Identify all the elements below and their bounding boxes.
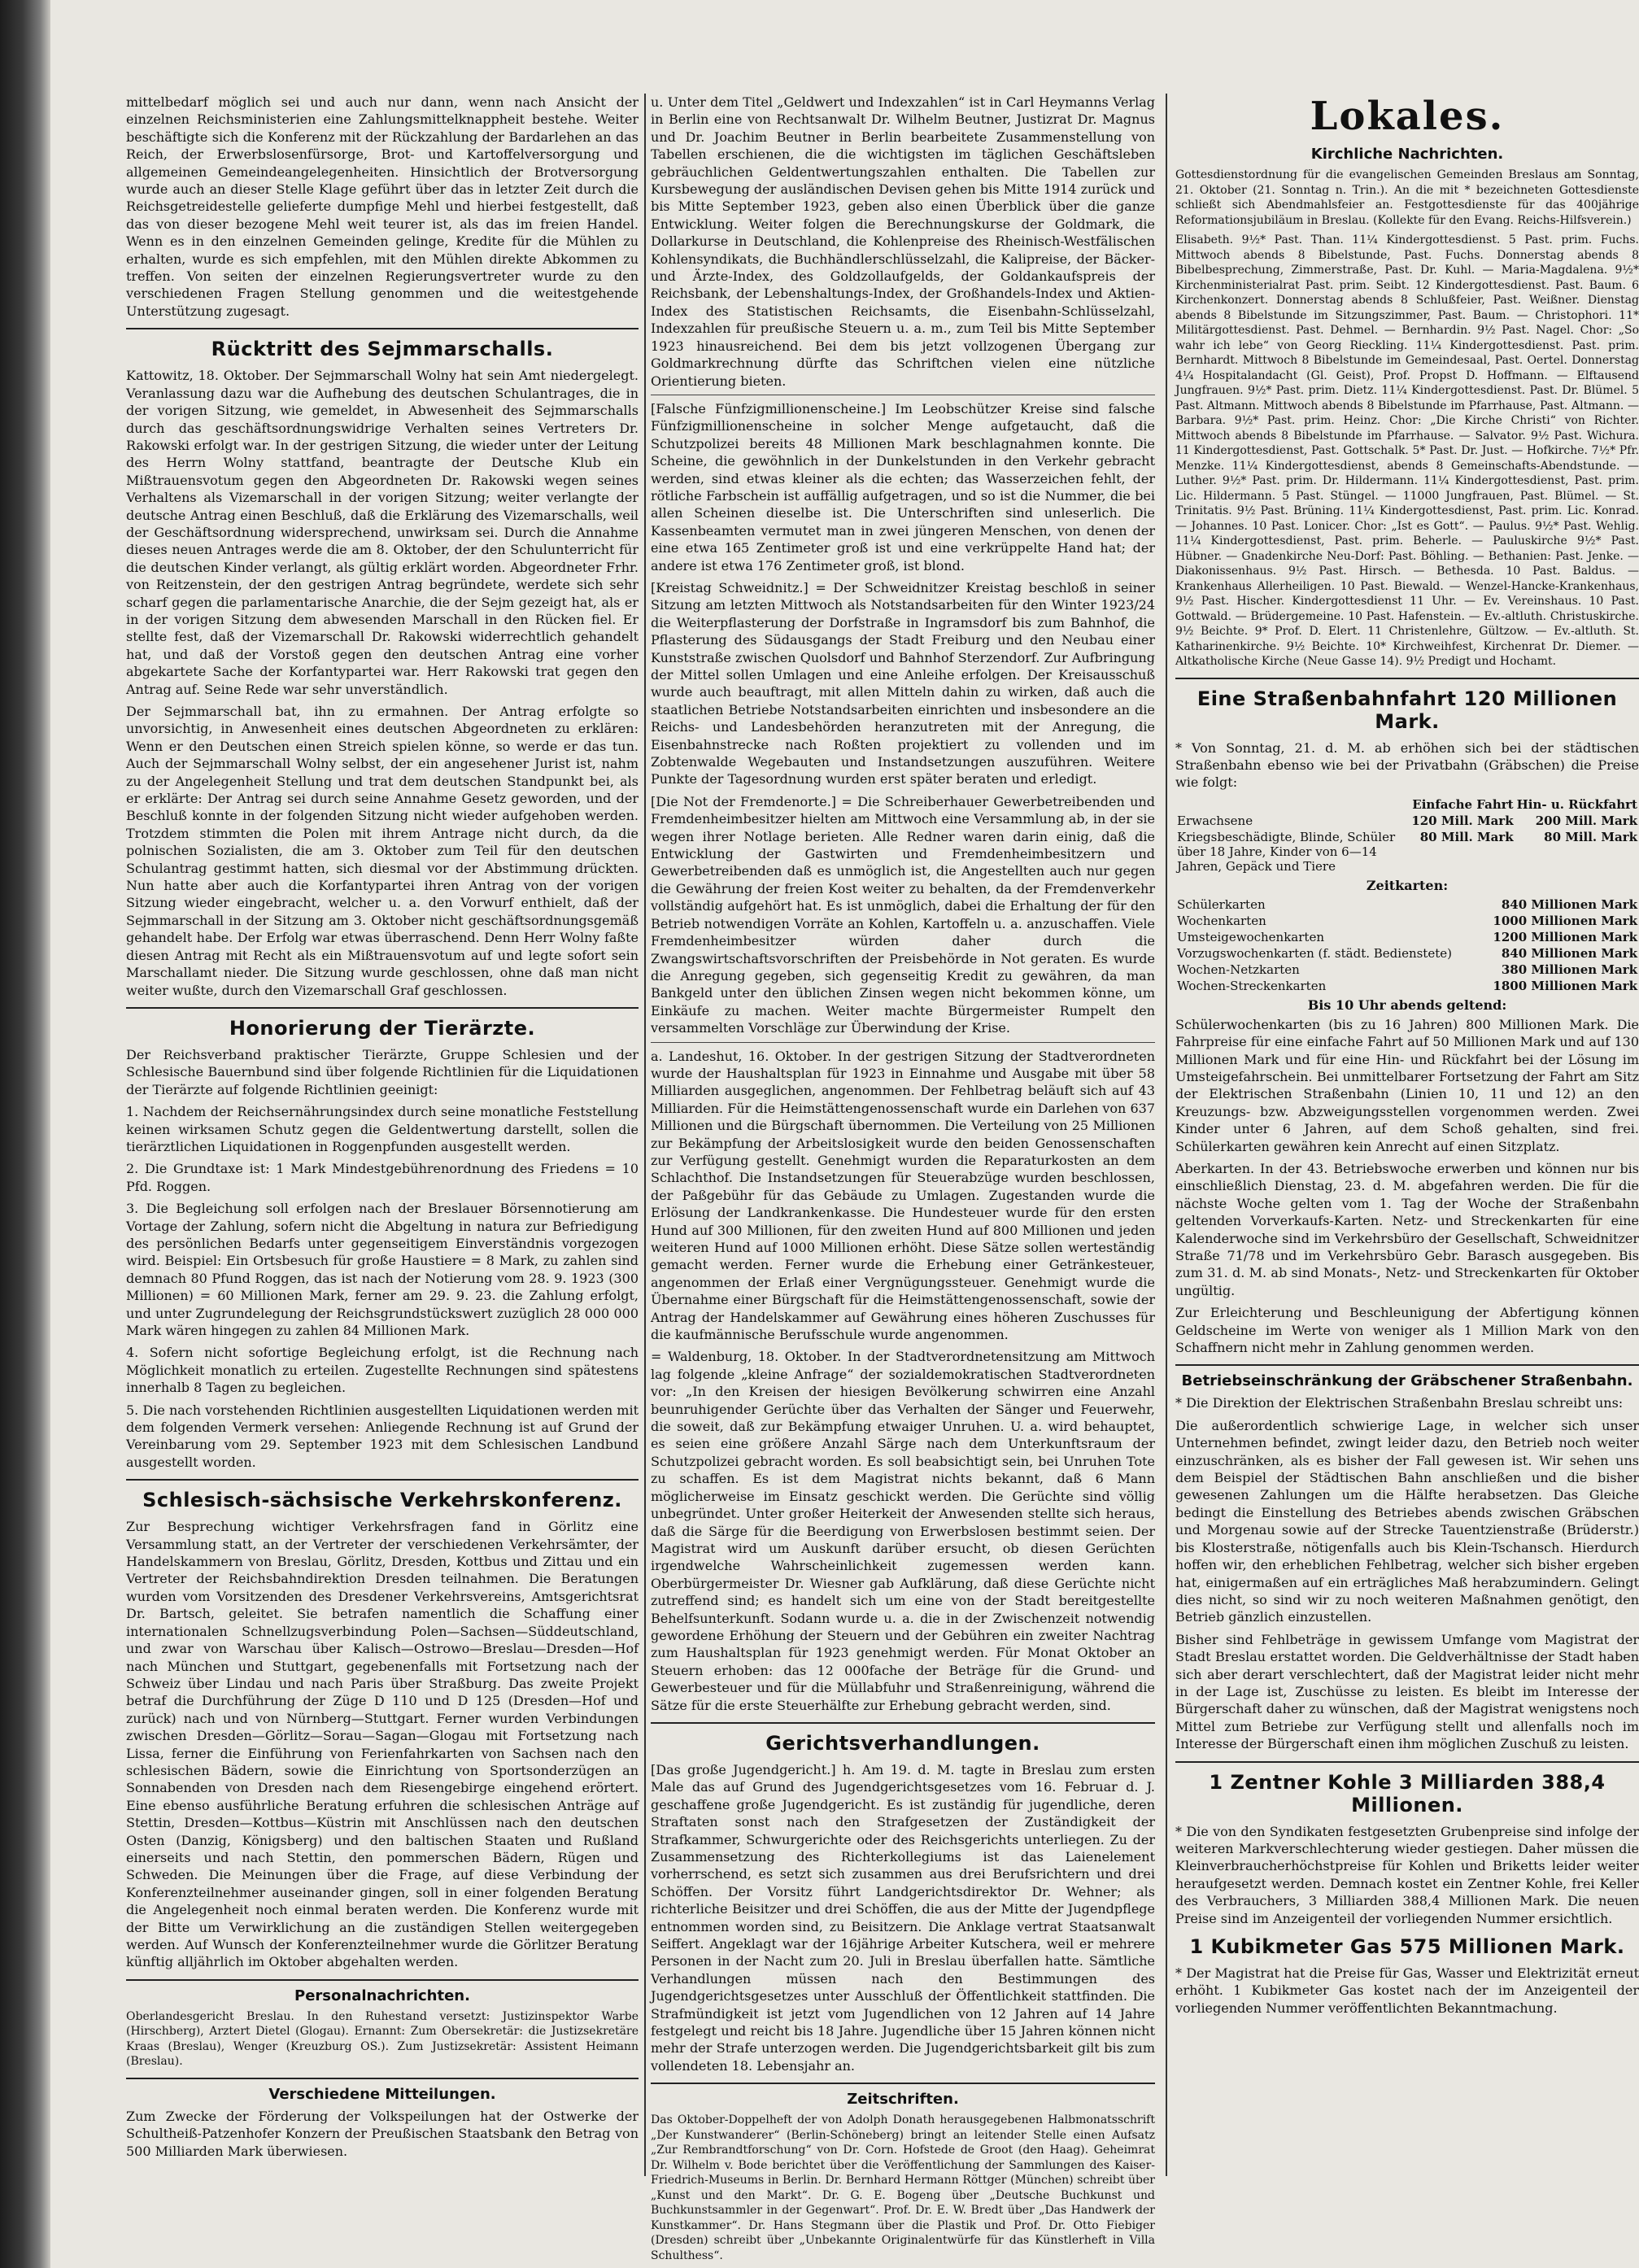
article-kirch-list: Elisabeth. 9½* Past. Than. 11¼ Kindergottesdienst. 5 Past. prim. Fuchs. Mittwoch abends 8 Bibelstunde, Past. Fuchs. Donnerstag abends 8 Bibelbesprechung, Zimmerstraße, Past. Dr. Kuhl. — Maria-Magdalena. 9½* Kirchenministerialrat Past. prim. Seibt. 12 Kindergottesdienst. Past. Baum. 6 Kirchenkonzert. Donnerstag abends 8 Schlußfeier, Past. Weißner. Dienstag abends 8 Bibelstunde im Sitzungszimmer, Past. Baum. — Christophori. 11* Militärgottesdienst. Past. Dehmel. — Bernhardin. 9½ Past. Nagel. Chor: „So wahr ich lebe“ von Georg Rieckling. 11¼ Kindergottesdienst. Past. prim. Bernhardt. Mittwoch 8 Bibelstunde im Gemeindesaal, Past. Oertel. Donnerstag 4¼ Hospitalandacht (Gl. Geist), Prof. Propst D. Hoffmann. — Elftausend Jungfrauen. 9½* Past. prim. Dietz. 11¼ Kindergottesdienst. Past. Dr. Blümel. 5 Past. Altmann. Mittwoch abends 8 Bibelstunde im Pfarrhause, Past. Altmann. — Barbara. 9½* Past. prim. Heinz. Chor: „Die Kirche Christi“ von Richter. Mittwoch abends 8 Bibelstunde im Pfarrhause. — Salvator. 9½ Past. Wichura. 11 Kindergottesdienst, Past. Gottschalk. 5* Past. Dr. Just. — Hofkirche. 7½* Pfr. Menzke. 11¼ Kindergottesdienst, abends 8 Gemeinschafts-Abendstunde. — Luther. 9½* Past. prim. Dr. Hildermann. 11¼ Kindergottesdienst, Past. prim. Lic. Hildermann. 5 Past. Stüngel. — 11000 Jungfrauen, Past. Blümel. — St. Trinitatis. 9½ Past. Brüning. 11¼ Kindergottesdienst, Past. prim. Lic. Konrad. — Johannes. 10 Past. Lonicer. Chor: „Ist es Gott“. — Paulus. 9½* Past. Wehlig. 11¼ Kindergottesdienst, Past. prim. Beherle. — Pauluskirche 9½* Past. Hübner. — Gnadenkirche Neu-Dorf: Past. Böhling. — Bethanien: Past. Jenke. — Diakonissenhaus. 9½ Past. Hirsch. — Bethesda. 10 Past. Baldus. — Krankenhaus Allerheiligen. 10 Past. Biewald. — Wenzel-Hancke-Krankenhaus, 9½ Past. Hischer. Kindergottesdienst 11 Uhr. — Ev. Vereinshaus. 10 Past. Gottwald. — Brüdergemeine. 10 Past. Hafenstein. — Ev.-altluth. Christuskirche. 9½ Beichte. 9* Prof. D. Elert. 11 Christenlehre, Gültzow. — Ev.-altluth. St. Katharinenkirche. 9½ Beichte. 10* Kirchweihfest, Kirchenrat Dr. Diemer. — Altkatholische Kirche (Neue Gasse 14). 9½ Predigt und Hochamt. — [1175, 233, 1639, 668]
article-tier-text: 5. Die nach vorstehenden Richtlinien ausgestellten Liquidationen werden mit dem folgenden Vermerk versehen: Anliegende Rechnung ist auf Grund der Vereinbarung vom 29. September 1923 mit dem Schlesischen Landbund ausgestellt worden. — [126, 1402, 639, 1470]
article-waldenburg-text: = Waldenburg, 18. Oktober. In der Stadtverordnetensitzung am Mittwoch lag folgende „kleine Anfrage“ der sozialdemokratischen Stadtverordneten vor: „In den Kreisen der hiesigen Bevölkerung schwirren eine Anzahl beunruhigender Gerüchte über das Verhalten der Sänger und Feuerwehr, die soweit, daß zur Bekämpfung etwaiger Unruhen. U. a. wird behauptet, es seien eine größere Anzahl Särge nach dem Unterkunftsraum der Schutzpolizei gebracht worden. Es soll beabsichtigt sein, bei Unruhen Tote zu schaffen. Es ist dem Magistrat nichts bekannt, daß 6 Mann möglicherweise im Einsatz geschickt werden. Die Gerüchte sind völlig unbegründet. Unter großer Heiterkeit der Anwesenden stellte sich heraus, daß die Särge für die Beerdigung von Erwerbslosen bestimmt seien. Der Magistrat wird um Auskunft darüber ersucht, ob diesen Gerüchten irgendwelche Wahrscheinlichkeit zugemessen werden kann. Oberbürgermeister Dr. Wiesner gab Aufklärung, daß diese Gerüchte nicht zutreffend sind; es handelt sich um eine von der Stadt bereitgestellte Behelfsunterkunft. Sodann wurde u. a. die in der Zwischenzeit notwendig gewordene Erhöhung der Steuern und der Gebühren ein zweiter Nachtrag zum Haushaltsplan für 1923 genehmigt werden. Für Monat Oktober an Steuern erhoben: das 12 000fache der Beträge für die Grund- und Gewerbesteuer und für die Müllabfuhr und Straßenreinigung, während die Sätze für die erste Steuerhälfte zur Erhebung gebracht werden, sind. — [651, 1349, 1155, 1713]
divider — [126, 1007, 639, 1009]
zeitkarte-label: Wochenkarten — [1177, 913, 1266, 928]
article-abfertigung-text: Aberkarten. In der 43. Betriebswoche erwerben und können nur bis einschließlich Dienstag, 23. d. M. abgefahren werden. Die für die nächste Woche gelten vom 1. Tag der Woche der Straßenbahn geltenden Vorverkaufs-Karten. Netz- und Streckenkarten für eine Kalenderwoche sind im Verkehrsbüro der Gesellschaft, Schweidnitzer Straße 71/78 und im Verkehrsbüro Gebr. Barasch ausgegeben. Bis zum 31. d. M. ab sind Monats-, Netz- und Streckenkarten für Oktober ungültig. — [1175, 1160, 1639, 1298]
headline-kohle: 1 Zentner Kohle 3 Milliarden 388,4 Millionen. — [1209, 1770, 1606, 1817]
column-middle — [651, 94, 1155, 2262]
fare-col-return: Hin- u. Rückfahrt — [1516, 796, 1637, 812]
zeitkarte-label: Schülerkarten — [1177, 896, 1266, 912]
headline-gas: 1 Kubikmeter Gas 575 Millionen Mark. — [1189, 1935, 1625, 1958]
bis10-title: Bis 10 Uhr abends geltend: — [1307, 997, 1507, 1013]
divider — [126, 2078, 639, 2079]
zeitkarte-value: 840 Millionen Mark — [1501, 945, 1637, 961]
fare-label: Erwachsene — [1177, 813, 1253, 828]
headline-verkehrskonferenz: Schlesisch-sächsische Verkehrskonferenz. — [142, 1489, 622, 1512]
section-title-lokales: Lokales. — [1310, 94, 1505, 139]
article-sejm-text: Kattowitz, 18. Oktober. Der Sejmmarschall Wolny hat sein Amt niedergelegt. Veranlassung dazu war die Aufhebung des deutschen Schulantrages, die in der vorigen Sitzung, wie gemeldet, in Abwesenheit des Sejmmarschalls durch das geschäftsordnungswidrige Verhalten seines Vertreters Dr. Rakowski erfolgt war. In der gestrigen Sitzung, die wieder unter der Leitung des Herrn Wolny stattfand, beantragte der Deutsche Klub ein Mißtrauensvotum gegen den Abgeordneten Dr. Rakowski wegen seines Verhaltens als Vizemarschall in der vorigen Sitzung; weiter verlangte der deutsche Antrag einen Beschluß, daß die Erklärung des Vizemarschalls, weil der Geschäftsordnung widersprechend, unwirksam sei. Durch die Annahme dieses neuen Antrages werde die am 8. Oktober, der den Schulunterricht für die deutschen Kinder verlangt, als gültig erklärt worden. Abgeordneter Frhr. von Reitzenstein, der den gestrigen Antrag begründete, werdete sich sehr scharf gegen die parlamentarische Anarchie, die der Sejm gezeigt hat, als er in der vorigen Sitzung dem abwesenden Marschall in den Rücken fiel. Er stellte fest, daß der Vizemarschall Dr. Rakowski widerrechtlich gehandelt hat, und daß der Vorstoß gegen den deutschen Antrag eine vorher abgekartete Sache der Korfantypartei war. Herr Rakowski trat gegen den Antrag auf. Seine Rede war sehr unverständlich. — [126, 368, 639, 697]
article-intro-text: mittelbedarf möglich sei und auch nur dann, wenn nach Ansicht der einzelnen Reichsministerien eine Zahlungsmittelknappheit bestehe. Weiter beschäftigte sich die Konferenz mit der Rückzahlung der Bardarlehen an das Reich, der Erwerbslosenfürsorge, Brot- und Kartoffelversorgung und allgemeinen Gemeindeangelegenheiten. Hinsichtlich der Brotversorgung wurde auch an dieser Stelle Klage geführt über das in letzter Zeit durch die Reichsgetreidestelle gelieferte dumpfige Mehl und hierbei festgestellt, daß das von dieser bezogene Mehl weit teurer ist, als das im freien Handel. Wenn es in den einzelnen Gemeinden gelinge, Kredite für die Mühlen zu erhalten, wurde es sich empfehlen, mit den Mühlen direkte Abkommen zu treffen. Von seiten der einzelnen Regierungsvertreter wurde zu den verschiedenen Fragen Stellung genommen und die weitestgehende Unterstützung zugesagt. — [126, 94, 639, 319]
article-bis10-text: Schülerwochenkarten (bis zu 16 Jahren) 800 Millionen Mark. Die Fahrpreise für eine einfache Fahrt auf 50 Millionen Mark und auf 130 Millionen Mark und für eine Hin- und Rückfahrt bei der Lösung im Umsteigefahrschein. Bei unmittelbarer Fortsetzung der Fahrt am Sitz der Elektrischen Straßenbahn (Linien 10, 11 und 12) an den Kreuzungs- bzw. Abzweigungsstellen vorgenommen werden. Zwei Kinder unter 6 Jahren, auf dem Schoß gehalten, sind frei. Schülerkarten gewähren kein Anrecht auf einen Sitzplatz. — [1175, 1016, 1639, 1154]
headline-betrieb: Betriebseinschränkung der Gräbschener Straßenbahn. — [1181, 1372, 1633, 1390]
article-verkehr-text: Zur Besprechung wichtiger Verkehrsfragen fand in Görlitz eine Versammlung statt, an der Vertreter der verschiedenen Verkehrsämter, der Handelskammern von Breslau, Görlitz, Dresden, Kottbus und Zittau und ein Vertreter der Reichsbahndirektion Dresden teilnahmen. Die Beratungen wurden vom Vorsitzenden des Dresdener Verkehrsvereins, Amtsgerichtsrat Dr. Bartsch, geleitet. Sie betrafen namentlich die Schaffung einer internationalen Schnellzugsverbindung Polen—Sachsen—Süddeutschland, und zwar von Warschau über Kalisch—Ostrowo—Breslau—Dresden—Hof nach München und Stuttgart, gegebenenfalls mit Fortsetzung nach der Schweiz über Lindau und nach Paris über Straßburg. Das zweite Projekt betraf die Durchführung der Züge D 110 und D 125 (Dresden—Hof und zurück) nach und von Nürnberg—Stuttgart. Ferner wurden Verbindungen zwischen Dresden—Görlitz—Sorau—Sagan—Glogau mit Fortsetzung nach Lissa, ferner die Einführung von Ferienfahrkarten von Sachsen nach den schlesischen Bädern, sowie die Einrichtung von Sportsonderzügen an Sonnabenden von Dresden nach dem Riesengebirge eingehend erörtert. Eine ebenso ausführliche Beratung erfuhren die schlesischen Anträge auf Stettin, Dresden—Kottbus—Küstrin mit Anschlüssen nach den deutschen Osten (Danzig, Königsberg) und den baltischen Staaten und Rußland einerseits und nach Stettin, den pommerschen Bädern, Rügen und Schweden. Die Meinungen über die Frage, auf diese Verbindung der Konferenzteilnehmer auseinander gingen, soll in einer folgenden Beratung die Angelegenheit noch einmal beraten werden. Die Konferenz wurde mit der Bitte um Verwirklichung an die zuständigen Stellen weitergegeben werden. Auf Wunsch der Konferenzteilnehmer wurde die Görlitzer Beratung künftig alljährlich im Oktober abgehalten werden. — [126, 1519, 639, 1970]
divider — [1175, 1364, 1639, 1366]
headline-verschiedene: Verschiedene Mitteilungen. — [268, 2085, 496, 2103]
divider — [126, 1979, 639, 1981]
headline-sejm: Rücktritt des Sejmmarschalls. — [211, 338, 554, 361]
fare-header-row — [1175, 796, 1639, 813]
column-right — [1175, 94, 1639, 2241]
article-betrieb-text: Bisher sind Fehlbeträge in gewissem Umfange vom Magistrat der Stadt Breslau erstattet worden. Die Geldverhältnisse der Stadt haben sich aber derart verschlechtert, daß der Magistrat leider nicht mehr in der Lage ist, Zuschüsse zu leisten. Es bleibt im Interesse der Bürgerschaft daher zu wünschen, daß der Magistrat wenigstens noch Mittel zum Betriebe zur Verfügung stellt und allenfalls noch im Interesse der Bürgerschaft einen ihm möglichen Zuschuß zu leisten. — [1175, 1631, 1639, 1752]
divider — [126, 328, 639, 329]
zeitkarte-value: 1800 Millionen Mark — [1493, 978, 1637, 993]
headline-personal: Personalnachrichten. — [294, 1987, 470, 2004]
table-row — [1175, 929, 1639, 945]
article-kohle-text: * Die von den Syndikaten festgesetzten Grubenpreise sind infolge der weiteren Markverschlechterung wieder gestiegen. Daher müssen die Kleinverbraucherhöchstpreise für Kohlen und Briketts leider weiter heraufgesetzt werden. Demnach kostet ein Zentner Kohle, frei Keller des Verbrauchers, 3 Milliarden 388,4 Millionen Mark. Die neuen Preise sind im Anzeigenteil der vorliegenden Nummer ersichtlich. — [1175, 1823, 1639, 1926]
zeitkarte-value: 1200 Millionen Mark — [1493, 929, 1637, 944]
zeitkarten-table — [1175, 896, 1639, 994]
fare-single: 120 Mill. Mark — [1411, 813, 1514, 828]
article-fuenfzig-text: [Falsche Fünfzigmillionenscheine.] Im Leobschützer Kreise sind falsche Fünfzigmillionenscheine in solcher Menge aufgetaucht, daß die Schutzpolizei bereits 48 Millionen Mark beschlagnahmen konnte. Die Scheine, die gewöhnlich in der Dunkelstunden in den Verkehr gebracht werden, sind etwas kleiner als die echten; das Wasserzeichen fehlt, der rötliche Farbschein ist auffällig aufgetragen, und so ist die Nummer, die bei allen Scheinen dieselbe ist. Die Unterschriften sind unleserlich. Die Kassenbeamten vermutet man in zwei jüngeren Menschen, von denen der eine etwa 165 Zentimeter groß ist und eine verkrüppelte Hand hat; der andere ist etwa 176 Zentimeter groß, ist blond. — [651, 400, 1155, 574]
divider — [126, 1479, 639, 1481]
table-row — [1175, 896, 1639, 913]
zeitkarte-value: 840 Millionen Mark — [1501, 896, 1637, 912]
headline-kirchliche: Kirchliche Nachrichten. — [1310, 146, 1504, 163]
article-tier-text: 3. Die Begleichung soll erfolgen nach der Breslauer Börsennotierung am Vortage der Zahlung, sofern nicht die Abgeltung in natura zur Befriedigung des persönlichen Bedarfs unter gegenseitigem Einverständnis vorgezogen wird. Beispiel: Ein Ortsbesuch für große Haustiere = 8 Mark, zu zahlen sind demnach 80 Pfund Roggen, das ist nach der Notierung vom 28. 9. 1923 (300 Millionen) = 60 Millionen Mark, ferner am 29. 9. 23. die Zahlung erfolgt, und unter Zugrundelegung der Reichsgrundstückswert zuzüglich 28 000 000 Mark wären hingegen zu zahlen 84 Millionen Mark. — [126, 1201, 639, 1338]
table-row — [1175, 962, 1639, 978]
fare-row — [1175, 829, 1639, 874]
column-rule — [644, 94, 646, 2176]
fare-return: 200 Mill. Mark — [1535, 813, 1637, 828]
fare-col-single: Einfache Fahrt — [1412, 796, 1514, 812]
newspaper-page — [77, 94, 1639, 2262]
zeitkarte-label: Umsteigewochenkarten — [1177, 929, 1324, 944]
article-landeshut-text: a. Landeshut, 16. Oktober. In der gestrigen Sitzung der Stadtverordneten wurde der Haushaltsplan für 1923 in Einnahme und Ausgabe mit über 58 Milliarden ausgeglichen, angenommen. Der Fehlbetrag beläuft sich auf 43 Milliarden. Für die Heimstättengenossenschaft wurde ein Darlehen von 637 Millionen und die Bürgschaft übernommen. Die Verteilung von 25 Millionen zur Bekämpfung der Arbeitslosigkeit wurde den beiden Genossenschaften zur Verfügung gestellt. Genehmigt wurden die Reparaturkosten an dem Schlachthof. Die Instandsetzungen für Steuerabzüge wurden beschlossen, der Paßgebühr für das Gebäude zu Umlagen. Zugestanden wurde die Erlösung der Landkrankenkasse. Die Hundesteuer wurde für den ersten Hund auf 300 Millionen, für den zweiten Hund auf 800 Millionen und jeden weiteren Hund auf 1000 Millionen erhöht. Diese Sätze sollen werteständig gemacht werden. Ferner wurde die Erhebung einer Getränkesteuer, angenommen der Erlaß einer Vergnügungssteuer. Genehmigt wurde die Übernahme einer Bürgschaft für die Heimstättengenossenschaft, sowie der Antrag der Handelskammer auf Gewährung eines höheren Zuschusses für die kaufmännische Berufsschule wurde angenommen. — [651, 1048, 1155, 1343]
article-tier-text: 2. Die Grundtaxe ist: 1 Mark Mindestgebührenordnung des Friedens = 10 Pfd. Roggen. — [126, 1161, 639, 1194]
article-tier-text: Der Reichsverband praktischer Tierärzte, Gruppe Schlesien und der Schlesische Bauernbund sind über folgende Richtlinien für die Liquidationen der Tierärzte auf folgende Richtlinien geeinigt: — [126, 1046, 639, 1097]
headline-strassenbahnfahrt: Eine Straßenbahnfahrt 120 Millionen Mark. — [1197, 687, 1618, 733]
article-gas-text: * Der Magistrat hat die Preise für Gas, Wasser und Elektrizität erneut erhöht. 1 Kubikmeter Gas kostet nach der im Anzeigenteil der vorliegenden Nummer veröffentlichten Bekanntmachung. — [1175, 1965, 1639, 2016]
article-gericht-text: [Das große Jugendgericht.] h. Am 19. d. M. tagte in Breslau zum ersten Male das auf Grund des Jugendgerichtsgesetzes vom 16. Februar d. J. geschaffene große Jugendgericht. Es ist zuständig für jugendliche, deren Straftaten sonst nach den Strafgesetzen der Zuständigkeit der Strafkammer, Schwurgerichte oder des Reichsgerichts unterliegen. Zu der Zusammensetzung des Richterkollegiums ist das Laienelement vorherrschend, es setzt sich zusammen aus drei Berufsrichtern und drei Schöffen. Der Vorsitz führt Landgerichtsdirektor Dr. Wehner; als richterliche Beisitzer und drei Schöffen, die aus der Mitte der Jugendpflege entnommen worden sind, zu Beisitzern. Die Anklage vertrat Staatsanwalt Seiffert. Angeklagt war der 16jährige Arbeiter Kutschera, weil er mehrere Personen in der Nacht zum 20. Juli in Breslau überfallen hatte. Sämtliche Verhandlungen müssen nach den Bestimmungen des Jugendgerichtsgesetzes unter Ausschluß der Öffentlichkeit stattfinden. Die Strafmündigkeit ist jetzt vom Jugendlichen von 12 Jahren auf 14 Jahre festgelegt und reicht bis 18 Jahre. Jugendliche über 15 Jahren können nicht mehr der Strafe unterzogen werden. Die Jugendgerichtsbarkeit gilt bis zum vollendeten 18. Lebensjahr an. — [651, 1761, 1155, 2074]
table-row — [1175, 978, 1639, 994]
divider — [1175, 1761, 1639, 1763]
article-titel-text: u. Unter dem Titel „Geldwert und Indexzahlen“ ist in Carl Heymanns Verlag in Berlin eine von Rechtsanwalt Dr. Wilhelm Beutner, Justizrat Dr. Magnus und Dr. Joachim Beutner in Berlin bearbeitete Zusammenstellung von Tabellen erschienen, die die wichtigsten im täglichen Geschäftsleben gebräuchlichen Geldentwertungszahlen enthalten. Die Tabellen zur Kursbewegung der ausländischen Devisen gehen bis Mitte 1914 zurück und bis Mitte September 1923, geben also einen Überblick über die ganze Entwicklung. Weiter folgen die Berechnungskurse der Goldmark, die Dollarkurse in Deutschland, die Kohlenpreise des Rheinisch-Westfälischen Kohlensyndikats, die Buchhändlerschlüsselzahl, die Kalipreise, der Bäcker- und Ärzte-Index, des Goldzollaufgelds, der Goldankaufspreis der Reichsbank, der Lebenshaltungs-Index, der Großhandels-Index und Aktien-Index des Statistischen Reichsamts, die Eisenbahn-Schlüsselzahl, Indexzahlen für preußische Steuern u. a. m., zum Teil bis Mitte September 1923 hinausreichend. Bei dem bis jetzt vollzogenen Übergang zur Goldmarkrechnung dürfte das Schriftchen vielen eine nützliche Orientierung bieten. — [651, 94, 1155, 389]
divider — [651, 1042, 1155, 1043]
article-tier-text: 4. Sofern nicht sofortige Begleichung erfolgt, ist die Rechnung nach Möglichkeit monatlich zu erteilen. Zugestellte Rechnungen sind spätestens innerhalb 8 Tagen zu begleichen. — [126, 1345, 639, 1396]
article-personal-text: Oberlandesgericht Breslau. In den Ruhestand versetzt: Justizinspektor Warbe (Hirschberg), Arztert Dietel (Glogau). Ernannt: Zum Obersekretär: die Justizsekretäre Kraas (Breslau), Wenger (Kreuzburg OS.). Zum Justizsekretär: Assistent Heimann (Breslau). — [126, 2009, 639, 2069]
zeitkarte-value: 380 Millionen Mark — [1501, 962, 1637, 977]
article-kreistag-text: [Kreistag Schweidnitz.] = Der Schweidnitzer Kreistag beschloß in seiner Sitzung am letzten Mittwoch als Notstandsarbeiten für den Winter 1923/24 die Weiterpflasterung der Dorfstraße in Ingramsdorf bis zum Bahnhof, die Pflasterung des Südausgangs der Stadt Freiburg und den Neubau einer Kunststraße zwischen Quolsdorf und Bahnhof Sterzendorf. Zur Aufbringung der Mittel sollen Umlagen und eine Anleihe erfolgen. Der Kreisausschuß wurde auch beauftragt, mit allen Mitteln dahin zu wirken, daß auch die staatlichen Betriebe Notstandsarbeiten einrichten und insbesondere an die Reichs- und Landesbehörden heranzutreten mit der Anregung, die Eisenbahnstrecke nach Roßten projektiert zu vollenden und im Zobtenwalde Wegebauten und Instandsetzungen auszuführen. Weitere Punkte der Tagesordnung wurden erst später beraten und erledigt. — [651, 579, 1155, 787]
divider — [1175, 678, 1639, 679]
fare-label: Kriegsbeschädigte, Blinde, Schüler über 18 Jahre, Kinder von 6—14 Jahren, Gepäck und Tiere — [1177, 829, 1396, 874]
headline-gericht: Gerichtsverhandlungen. — [765, 1731, 1040, 1755]
zeitkarte-value: 1000 Millionen Mark — [1493, 913, 1637, 928]
fare-single: 80 Mill. Mark — [1419, 829, 1514, 844]
column-left — [126, 94, 639, 2176]
table-row — [1175, 913, 1639, 929]
zeitkarte-label: Wochen-Streckenkarten — [1177, 978, 1327, 993]
zeitkarte-label: Vorzugswochenkarten (f. städt. Bedienstete) — [1177, 945, 1452, 961]
article-betrieb-text: * Die Direktion der Elektrischen Straßenbahn Breslau schreibt uns: — [1175, 1395, 1624, 1411]
article-verschiedene-text: Zum Zwecke der Förderung der Volkspeilungen hat der Ostwerke der Schultheiß-Patzenhofer Konzern der Preußischen Staatsbank den Betrag von 500 Milliarden Mark überwiesen. — [126, 2108, 639, 2159]
zeitkarte-label: Wochen-Netzkarten — [1177, 962, 1300, 977]
divider — [651, 2083, 1155, 2084]
article-zeitschriften-text: Das Oktober-Doppelheft der von Adolph Donath herausgegebenen Halbmonatsschrift „Der Kunstwanderer“ (Berlin-Schöneberg) bringt an leitender Stelle einen Aufsatz „Zur Rembrandtforschung“ von Dr. Corn. Hofstede de Groot (den Haag). Geheimrat Dr. Wilhelm v. Bode berichtet über die Veröffentlichung der Sammlungen des Kaiser-Friedrich-Museums in Berlin. Dr. Bernhard Hermann Röttger (München) schreibt über „Kunst und den Markt“. Dr. G. E. Bogeng über „Deutsche Buchkunst und Buchkunstsammler in der Gegenwart“. Prof. Dr. E. W. Bredt über „Das Handwerk der Kunstkammer“. Dr. Hans Stegmann über die Plastik und Prof. Dr. Otto Fiebiger (Dresden) schreibt über „Unbekannte Originalentwürfe für das Künstlerheft in Villa Schulthess“. — [651, 2113, 1155, 2262]
fare-return: 80 Mill. Mark — [1544, 829, 1637, 844]
article-tier-text: 1. Nachdem der Reichsernährungsindex durch seine monatliche Feststellung keinen wirksamen Schutz gegen die Geldentwertung darstellt, sollen die tierärztlichen Liquidationen in Roggenpfunden ausgestellt werden. — [126, 1104, 639, 1154]
headline-tieraerzte: Honorierung der Tierärzte. — [229, 1016, 536, 1040]
zeitkarten-title: Zeitkarten: — [1366, 877, 1449, 893]
table-row — [1175, 945, 1639, 962]
column-rule — [1166, 94, 1167, 2176]
article-strassen-text: * Von Sonntag, 21. d. M. ab erhöhen sich bei der städtischen Straßenbahn ebenso wie bei der Privatbahn (Gräbschen) die Preise wie folgt: — [1175, 739, 1639, 791]
article-erleicht-text: Zur Erleichterung und Beschleunigung der Abfertigung können Geldscheine im Werte von weniger als 1 Million Mark von den Schaffnern nicht mehr in Zahlung genommen werden. — [1175, 1305, 1639, 1356]
article-betrieb-text: Die außerordentlich schwierige Lage, in welcher sich unser Unternehmen befindet, zwingt leider dazu, den Betrieb noch weiter einzuschränken, als es bisher der Fall gewesen ist. Wir sehen uns dem Beispiel der Städtischen Bahn anschließen und die bisher gewesenen Zahlungen um die Hälfte herabsetzen. Das Gleiche bedingt die Einstellung des Betriebes abends zwischen Gräbschen und Morgenau sowie auf der Strecke Tauentzienstraße (Brüderstr.) bis Klosterstraße, nötigenfalls auch bis Klein-Tschansch. Hierdurch hoffen wir, den erheblichen Fehlbetrag, welcher sich bisher ergeben hat, einigermaßen auf ein erträgliches Maß herabzumindern. Gelingt dies nicht, so sind wir zu noch weiteren Maßnahmen genötigt, den Betrieb gänzlich einzustellen. — [1175, 1417, 1639, 1625]
divider — [651, 1722, 1155, 1724]
article-kirch-intro: Gottesdienstordnung für die evangelischen Gemeinden Breslaus am Sonntag, 21. Oktober (21. Sonntag n. Trin.). An die mit * bezeichneten Gottesdienste schließt sich Abendmahlsfeier an. Festgottesdienste für das 400jährige Reformationsjubiläum in Breslau. (Kollekte für den Evang. Reichs-Hilfsverein.) — [1175, 168, 1639, 227]
fare-row — [1175, 813, 1639, 829]
article-sejm-text: Der Sejmmarschall bat, ihn zu ermahnen. Der Antrag erfolgte so unvorsichtig, in Anwesenheit eines deutschen Abgeordneten zu erklären: Wenn er den Deutschen einen Streich spielen könne, so werde er das tun. Auch der Sejmmarschall Wolny selbst, der ein angesehener Jurist ist, nahm zu der Angelegenheit Stellung und trat dem deutschen Standpunkt bei, als er erklärte: Der Antrag sei durch seine Annahme Gesetz geworden, und der Beschluß konnte in der folgenden Sitzung nicht wieder aufgehoben werden. Trotzdem stimmten die Polen mit ihrem Antrage nicht durch, da die polnischen Sozialisten, die am 3. Oktober zum Teil für den deutschen Schulantrag gestimmt hatten, sich diesmal vor der Abstimmung drückten. Nun hatte aber auch die Korfantypartei ihren Antrag von der vorigen Sitzung wieder eingebracht, welcher u. a. den Vorwurf enthielt, daß der Sejmmarschall in der Sitzung am 3. Oktober nicht geschäftsordnungsgemäß gehandelt habe. Der Erfolg war etwas überraschend. Denn Herr Wolny faßte diesen Antrag mit Recht als ein Mißtrauensvotum auf und legte sofort sein Marschallamt nieder. Die Sitzung wurde geschlossen, ohne daß man nicht weiter wußte, durch den Vizemarschall Graf geschlossen. — [126, 704, 639, 998]
article-fremden-text: [Die Not der Fremdenorte.] = Die Schreiberhauer Gewerbetreibenden und Fremdenheimbesitzer hielten am Mittwoch eine Versammlung ab, in der sie wegen ihrer Notlage berieten. Alle Redner waren darin einig, daß die Entwicklung der Gastwirten und Fremdenheimbesitzern und Gewerbetreibenden daß es unmöglich ist, die Angestellten auch nur gegen die Gewährung der freien Kost weiter zu behalten, da der Fremdenverkehr vollständig aufgehört hat. Es ist unmöglich, dabei die Erhaltung der für den Betrieb notwendigen Vorräte an Kohlen, Kartoffeln u. a. anzuschaffen. Viele Fremdenheimbesitzer würden daher durch die Zwangswirtschaftsvorschriften der Preisbehörde in Not geraten. Es wurde die Anregung gegeben, sich gegenseitig Kredit zu gewähren, da man Bankgeld unter den üblichen Zinsen wegen nicht bekommen könne, um Einkäufe zu machen. Weiter machte Bürgermeister Rumpelt den versammelten Vorschläge zur Überwindung der Krise. — [651, 793, 1155, 1036]
fare-table — [1175, 796, 1639, 874]
headline-zeitschriften: Zeitschriften. — [847, 2091, 959, 2109]
book-spine — [0, 0, 50, 2268]
